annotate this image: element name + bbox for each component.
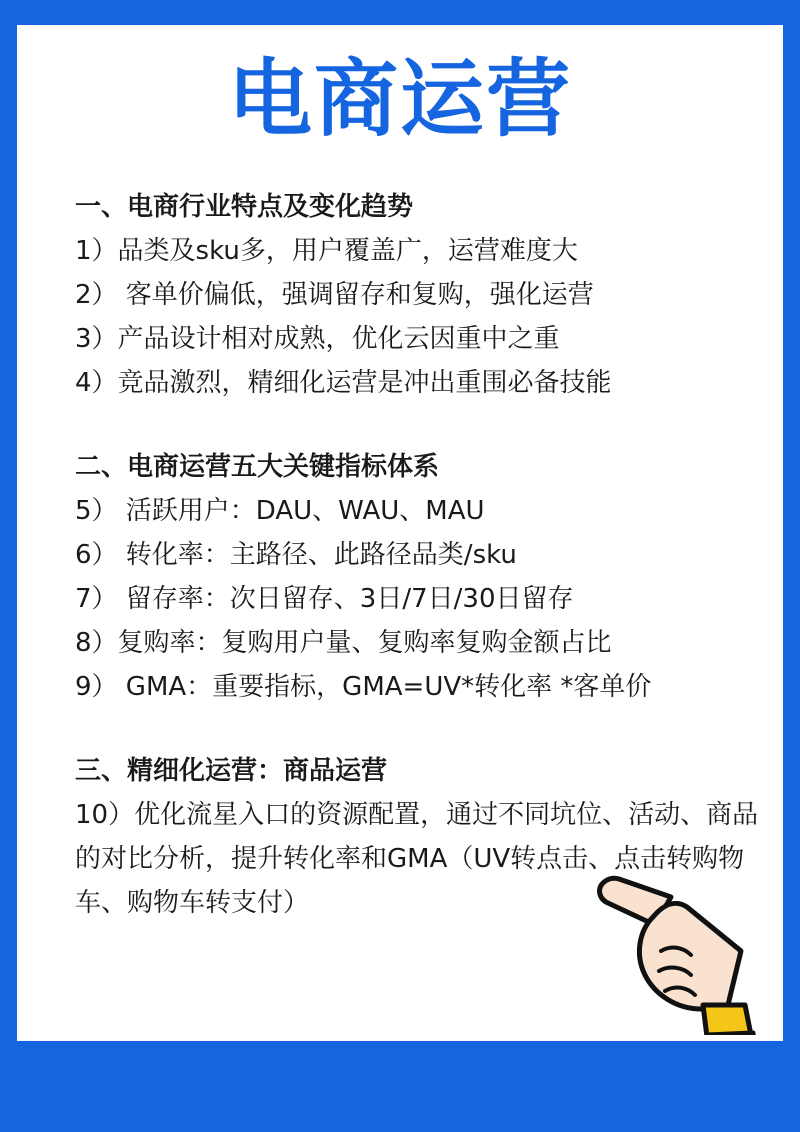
section-spacer bbox=[75, 405, 765, 445]
top-stripe bbox=[17, 17, 783, 25]
list-item: 4）竞品激烈，精细化运营是冲出重围必备技能 bbox=[75, 368, 612, 398]
page-title: 电商运营 bbox=[227, 50, 572, 148]
list-item: 6） 转化率：主路径、此路径品类/sku bbox=[75, 540, 517, 570]
list-item: 7） 留存率：次日留存、3日/7日/30日留存 bbox=[75, 584, 574, 614]
poster-card bbox=[14, 14, 786, 1118]
poster-body bbox=[75, 185, 765, 925]
list-item: 3）产品设计相对成熟，优化云因重中之重 bbox=[75, 324, 560, 354]
section-spacer bbox=[75, 709, 765, 749]
list-item: 1）品类及sku多，用户覆盖广，运营难度大 bbox=[75, 236, 578, 266]
section-heading-1: 一、电商行业特点及变化趋势 bbox=[75, 192, 414, 222]
list-item: 8）复购率：复购用户量、复购率复购金额占比 bbox=[75, 628, 612, 658]
section-heading-2: 二、电商运营五大关键指标体系 bbox=[75, 452, 440, 482]
section-heading-3: 三、精细化运营：商品运营 bbox=[75, 756, 388, 786]
list-item: 5） 活跃用户：DAU、WAU、MAU bbox=[75, 496, 485, 526]
list-item: 2） 客单价偏低，强调留存和复购，强化运营 bbox=[75, 280, 594, 310]
list-item: 9） GMA：重要指标，GMA=UV*转化率 *客单价 bbox=[75, 672, 652, 702]
list-item: 10）优化流星入口的资源配置，通过不同坑位、活动、商品的对比分析，提升转化率和GMA（UV转点击、点击转购物车、购物车转支付） bbox=[75, 800, 759, 918]
bottom-band bbox=[17, 1041, 783, 1115]
